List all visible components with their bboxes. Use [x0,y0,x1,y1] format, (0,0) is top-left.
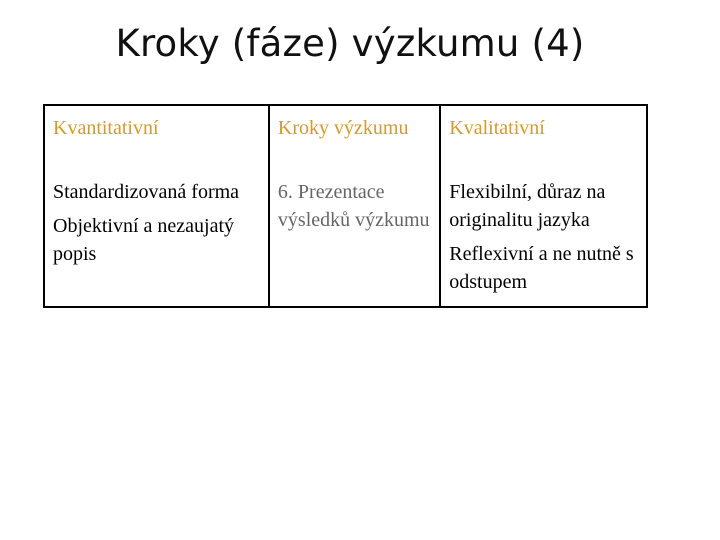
quantitative-item: Objektivní a nezaujatý popis [53,215,235,265]
slide-title: Kroky (fáze) výzkumu (4) [115,22,585,65]
quantitative-cell [44,174,269,307]
qualitative-item: Flexibilní, důraz na originalitu jazyka [449,181,606,231]
research-step-text: 6. Prezentace výsledků výzkumu [277,181,430,231]
research-steps-table [43,104,648,308]
qualitative-cell [440,174,647,307]
research-step-cell [269,174,440,307]
header-qualitative: Kvalitativní [440,105,647,174]
qualitative-item: Reflexivní a ne nutně s odstupem [449,243,634,293]
quantitative-item: Standardizovaná forma [53,181,240,203]
header-research-steps: Kroky výzkumu [269,105,440,174]
header-quantitative: Kvantitativní [44,105,269,174]
table-row [44,174,647,307]
table-header-row [44,105,647,174]
